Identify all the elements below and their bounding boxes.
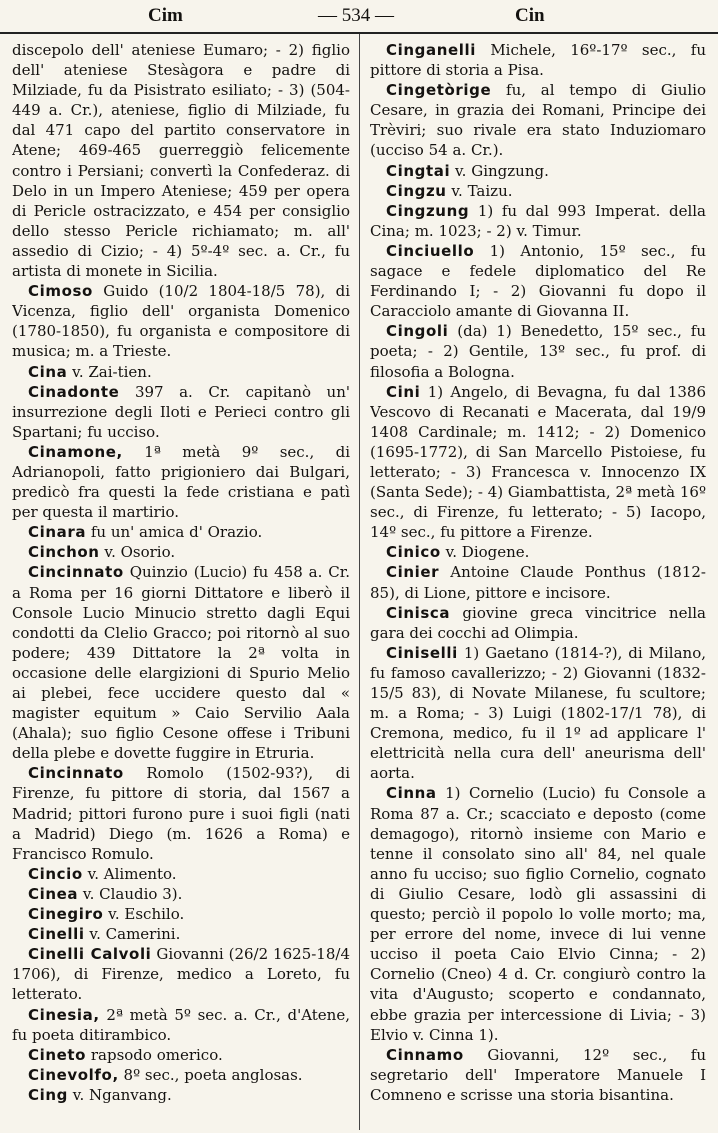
entry-text: 1) Angelo, di Bevagna, fu dal 1386 Vescovo di Recanati e Macerata, dal 19/9 1408 Cardinale; m. 1412; - 2) Domenico (1695-1772), di San Marcello Pistoiese, fu letterato; - 3) Francesca v. Innocenzo IX (Santa Sede); - 4) Giambattista, 2ª metà 16º sec., di Firenze, fu letterato; - 5) Iacopo, 14º sec., fu pittore a Firenze. — [370, 382, 706, 542]
dictionary-entry — [370, 321, 706, 381]
entry-text: v. Camerini. — [89, 925, 181, 944]
entry-text: v. Claudio 3). — [82, 884, 183, 903]
entry-headword: Cinevolfo, — [28, 1065, 119, 1084]
entry-headword: Cinna — [386, 784, 437, 803]
entry-text: v. Diogene. — [445, 543, 530, 562]
dictionary-entry — [370, 783, 706, 1044]
dictionary-entry — [12, 1085, 350, 1105]
entry-text: 1) Cornelio (Lucio) fu Console a Roma 87 a. Cr.; scacciato e deposto (come demagogo), ritornò insieme con Mario e tenne il consolato sino all' 84, nel quale anno fu ucciso; suo figlio Cornelio, cognato di Giulio Cesare, lodò gli assassini di questo; perciò il popolo lo volle morto; ma, per errore del nome, invece di lui venne ucciso il poeta Caio Elvio Cinna; - 2) Cornelio (Cneo) 4 d. Cr. congiurò contro la vita d'Augusto; scoperto e condannato, ebbe grazia per intercessione di Livia; - 3) Elvio v. Cinna 1). — [370, 784, 706, 1044]
header-right-guideword: Cin — [515, 5, 545, 26]
entry-headword: Cineto — [28, 1045, 87, 1064]
page-header — [0, 0, 718, 34]
entry-headword: Cinciuello — [386, 241, 475, 260]
dictionary-entry — [12, 562, 350, 763]
entry-text: giovine greca vincitrice nella gara dei cocchi ad Olimpia. — [370, 603, 706, 642]
dictionary-entry — [12, 542, 350, 562]
entry-text: v. Osorio. — [104, 543, 176, 562]
column-divider — [359, 34, 360, 1130]
entry-text: v. Alimento. — [87, 864, 177, 883]
entry-headword: Cinelli — [28, 925, 85, 944]
header-left-guideword: Cim — [148, 5, 183, 26]
dictionary-entry — [370, 241, 706, 321]
entry-text: Quinzio (Lucio) fu 458 a. Cr. a Roma per 16 giorni Dittatore e liberò il Console Lucio Minucio stretto dagli Equi condotti da Clelio Gracco; poi ritornò al suo podere; 439 Dittatore la 2ª volta in occasione delle elargizioni di Spurio Melio ai plebei, fece uccidere questo dal « magister equitum » Caio Servilio Aala (Ahala); suo figlio Cesone offese i Tribuni della plebe e dovette fuggire in Etruria. — [12, 563, 350, 763]
dictionary-entry — [12, 763, 350, 863]
entry-headword: Cinelli Calvoli — [28, 945, 152, 964]
dictionary-entry — [370, 643, 706, 784]
dictionary-entry — [12, 40, 350, 281]
entry-headword: Cinegiro — [28, 905, 104, 924]
entry-text: (da) 1) Benedetto, 15º sec., fu poeta; - 2) Gentile, 13º sec., fu prof. di filosofia a Bologna. — [370, 322, 706, 381]
entry-headword: Cingoli — [386, 322, 449, 341]
entry-text: v. Taizu. — [451, 181, 513, 200]
entry-text: Giovanni, 12º sec., fu segretario dell' Imperatore Manuele I Comneno e scrisse una storia bisantina. — [370, 1045, 706, 1104]
dictionary-entry — [12, 281, 350, 361]
dictionary-entry — [12, 522, 350, 542]
entry-headword: Cingetòrige — [386, 81, 492, 100]
entry-text: v. Gingzung. — [454, 161, 549, 180]
entry-text: v. Nganvang. — [72, 1085, 172, 1104]
entry-text: 397 a. Cr. capitanò un' insurrezione degli Iloti e Perieci contro gli Spartani; fu ucciso. — [12, 382, 350, 441]
dictionary-entry — [12, 1065, 350, 1085]
entry-text: Antoine Claude Ponthus (1812-85), di Lione, pittore e incisore. — [370, 563, 706, 602]
entry-headword: Cincinnato — [28, 563, 124, 582]
dictionary-entry — [12, 884, 350, 904]
dictionary-entry — [12, 362, 350, 382]
entry-headword: Cinara — [28, 523, 87, 542]
dictionary-entry — [370, 181, 706, 201]
dictionary-entry — [12, 904, 350, 924]
entry-headword: Cinier — [386, 563, 440, 582]
entry-text: Romolo (1502-93?), di Firenze, fu pittore di storia, dal 1567 a Madrid; pittori furono pure i suoi figli (nati a Madrid) Diego (m. 1626 a Roma) e Francisco Romulo. — [12, 764, 350, 863]
page-number: — 534 — — [318, 5, 394, 26]
entry-text: 8º sec., poeta anglosas. — [123, 1065, 303, 1084]
left-column — [12, 40, 350, 1130]
entry-headword: Cinchon — [28, 543, 100, 562]
dictionary-entry — [12, 864, 350, 884]
entry-headword: Cinadonte — [28, 382, 120, 401]
entry-text: Michele, 16º-17º sec., fu pittore di storia a Pisa. — [370, 41, 706, 80]
dictionary-entry — [12, 924, 350, 944]
entry-headword: Cincio — [28, 864, 83, 883]
entry-headword: Cingzung — [386, 201, 470, 220]
entry-text: v. Eschilo. — [108, 905, 185, 924]
dictionary-entry — [12, 944, 350, 1004]
entry-text: fu un' amica d' Orazio. — [90, 523, 263, 542]
entry-headword: Cinico — [386, 543, 441, 562]
entry-headword: Cimoso — [28, 282, 93, 301]
dictionary-entry — [370, 382, 706, 543]
dictionary-entry — [370, 80, 706, 160]
entry-headword: Cinea — [28, 884, 79, 903]
entry-text: 1) Antonio, 15º sec., fu sagace e fedele diplomatico del Re Ferdinando I; - 2) Giovanni fu dopo il Caracciolo amante di Giovanna II. — [370, 241, 706, 321]
dictionary-entry — [370, 542, 706, 562]
dictionary-entry — [12, 442, 350, 522]
entry-headword: Cinganelli — [386, 41, 476, 59]
entry-headword: Cincinnato — [28, 764, 124, 783]
entry-text: 1ª metà 9º sec., di Adrianopoli, fatto prigioniero dai Bulgari, predicò fra questi la fede cristiana e patì per questa il martirio. — [12, 442, 350, 522]
entry-headword: Cingzu — [386, 181, 447, 200]
dictionary-entry — [12, 382, 350, 442]
entry-text: Guido (10/2 1804-18/5 78), di Vicenza, figlio dell' organista Domenico (1780-1850), fu organista e compositore di musica; m. a Trieste. — [12, 282, 350, 361]
right-column — [370, 40, 706, 1130]
entry-headword: Cinesia, — [28, 1005, 100, 1024]
dictionary-entry — [370, 603, 706, 643]
dictionary-entry — [370, 161, 706, 181]
entry-text: rapsodo omerico. — [90, 1045, 223, 1064]
entry-headword: Cinisca — [386, 603, 451, 622]
entry-text: Giovanni (26/2 1625-18/4 1706), di Firenze, medico a Loreto, fu letterato. — [12, 945, 350, 1004]
dictionary-entry — [370, 40, 706, 80]
dictionary-entry — [12, 1005, 350, 1045]
entry-text: fu, al tempo di Giulio Cesare, in grazia dei Romani, Principe dei Trèviri; suo rivale era stato Induziomaro (ucciso 54 a. Cr.). — [370, 81, 706, 160]
dictionary-entry — [370, 562, 706, 602]
dictionary-entry — [12, 1045, 350, 1065]
entry-headword: Cinnamo — [386, 1045, 464, 1064]
entry-headword: Cingtai — [386, 161, 451, 180]
entry-text: 1) fu dal 993 Imperat. della Cina; m. 1023; - 2) v. Timur. — [370, 201, 706, 240]
entry-headword: Cing — [28, 1085, 68, 1104]
entry-text: 1) Gaetano (1814-?), di Milano, fu famoso cavallerizzo; - 2) Giovanni (1832-15/5 83), di Novate Milanese, fu scultore; m. a Roma; - 3) Luigi (1802-17/1 78), di Cremona, medico, fu il 1º ad applicare l' elettricità nella cura dell' aneurisma dell' aorta. — [370, 643, 706, 783]
entry-headword: Ciniselli — [386, 643, 458, 662]
dictionary-entry — [370, 1045, 706, 1105]
dictionary-entry — [370, 201, 706, 241]
entry-headword: Cinamone, — [28, 442, 123, 461]
entry-text: 2ª metà 5º sec. a. Cr., d'Atene, fu poeta ditirambico. — [12, 1005, 350, 1044]
entry-text: discepolo dell' ateniese Eumaro; - 2) figlio dell' ateniese Stesàgora e padre di Milziade, fu da Pisistrato esiliato; - 3) (504-449 a. Cr.), ateniese, figlio di Milziade, fu dal 471 capo del partito conservatore in Atene; 469-465 guerreggiò felicemente contro i Persiani; convertì la Confederaz. di Delo in un Impero Ateniese; 459 per opera di Pericle ostracizzato, e 454 per consiglio dello stesso Pericle richiamato; m. all' assedio di Cizio; - 4) 5º-4º sec. a. Cr., fu artista di monete in Sicilia. — [12, 41, 350, 281]
entry-text: v. Zai-tien. — [72, 362, 152, 381]
entry-headword: Cina — [28, 362, 68, 381]
entry-headword: Cini — [386, 382, 421, 401]
